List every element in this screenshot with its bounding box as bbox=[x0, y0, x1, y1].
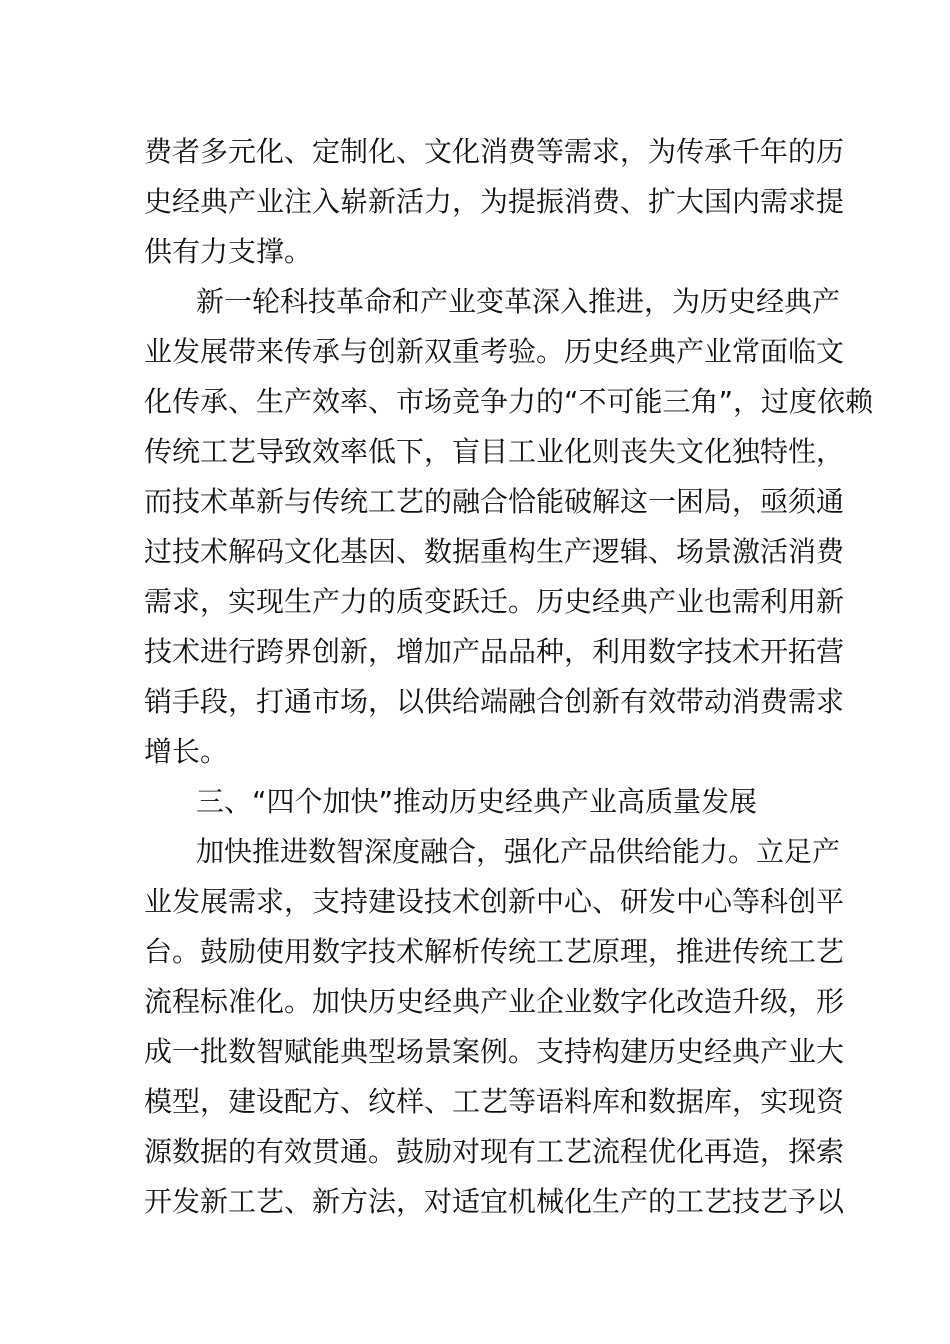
paragraph-3-line-8: 开发新工艺、新方法，对适宜机械化生产的工艺技艺予以 bbox=[144, 1185, 845, 1218]
paragraph-3-line-4: 流程标准化。加快历史经典产业企业数字化改造升级，形 bbox=[144, 985, 845, 1018]
paragraph-3-line-1: 加快推进数智深度融合，强化产品供给能力。立足产 bbox=[196, 835, 841, 868]
paragraph-2-line-10: 增长。 bbox=[144, 735, 229, 768]
paragraph-3-line-3: 台。鼓励使用数字技术解析传统工艺原理，推进传统工艺 bbox=[144, 935, 845, 968]
paragraph-2-line-9: 销手段，打通市场，以供给端融合创新有效带动消费需求 bbox=[144, 685, 845, 718]
paragraph-2-line-2: 业发展带来传承与创新双重考验。历史经典产业常面临文 bbox=[144, 335, 845, 368]
paragraph-3-line-5: 成一批数智赋能典型场景案例。支持构建历史经典产业大 bbox=[144, 1035, 845, 1068]
section-heading: 三、“四个加快”推动历史经典产业高质量发展 bbox=[196, 785, 758, 818]
paragraph-2-line-3: 化传承、生产效率、市场竞争力的“不可能三角”，过度依赖 bbox=[144, 385, 874, 418]
paragraph-3-line-2: 业发展需求，支持建设技术创新中心、研发中心等科创平 bbox=[144, 885, 845, 918]
paragraph-2-line-8: 技术进行跨界创新，增加产品品种，利用数字技术开拓营 bbox=[144, 635, 845, 668]
paragraph-2-line-1: 新一轮科技革命和产业变革深入推进，为历史经典产 bbox=[196, 285, 841, 318]
paragraph-3-line-6: 模型，建设配方、纹样、工艺等语料库和数据库，实现资 bbox=[144, 1085, 845, 1118]
paragraph-1-line-1: 费者多元化、定制化、文化消费等需求，为传承千年的历 bbox=[144, 135, 845, 168]
paragraph-3-line-7: 源数据的有效贯通。鼓励对现有工艺流程优化再造，探索 bbox=[144, 1135, 845, 1168]
paragraph-2-line-5: 而技术革新与传统工艺的融合恰能破解这一困局，亟须通 bbox=[144, 485, 845, 518]
paragraph-1-line-2: 史经典产业注入崭新活力，为提振消费、扩大国内需求提 bbox=[144, 185, 845, 218]
paragraph-2-line-7: 需求，实现生产力的质变跃迁。历史经典产业也需利用新 bbox=[144, 585, 845, 618]
paragraph-2-line-6: 过技术解码文化基因、数据重构生产逻辑、场景激活消费 bbox=[144, 535, 845, 568]
paragraph-1-line-3: 供有力支撑。 bbox=[144, 235, 313, 268]
paragraph-2-line-4: 传统工艺导致效率低下，盲目工业化则丧失文化独特性， bbox=[144, 435, 845, 468]
